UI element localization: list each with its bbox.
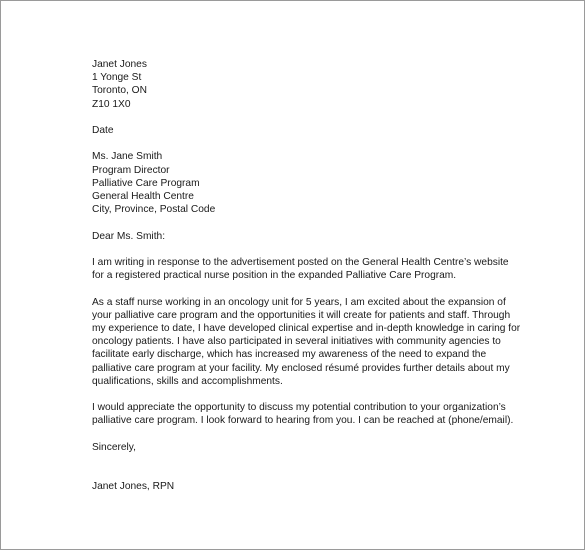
sender-name: Janet Jones xyxy=(92,59,147,70)
paragraph-line: palliative care program. I look forward to hearing from you. I can be reached at (phone/email). xyxy=(92,415,514,427)
recipient-program: Palliative Care Program xyxy=(92,177,200,189)
paragraph-line: I would appreciate the opportunity to discuss my potential contribution to your organization’s xyxy=(92,402,506,414)
signature: Janet Jones, RPN xyxy=(92,481,175,493)
paragraph-line: oncology patients. I have also participated in several initiatives with community agencies to xyxy=(92,336,501,348)
paragraph-line: facilitate early discharge, which has increased my awareness of the need to expand the xyxy=(92,349,487,361)
letter-date: Date xyxy=(92,125,114,136)
closing: Sincerely, xyxy=(92,441,136,453)
sender-postal: Z10 1X0 xyxy=(92,98,131,110)
paragraph-line: As a staff nurse working in an oncology unit for 5 years, I am excited about the expansion of xyxy=(92,296,506,308)
sender-street: 1 Yonge St xyxy=(92,72,142,84)
paragraph-1 xyxy=(92,256,532,282)
sender-city: Toronto, ON xyxy=(92,85,147,97)
recipient-organization: General Health Centre xyxy=(92,191,194,202)
paragraph-2 xyxy=(92,296,532,388)
cover-letter xyxy=(92,58,532,494)
paragraph-line: for a registered practical nurse position in the expanded Palliative Care Program. xyxy=(92,270,457,282)
paragraph-3 xyxy=(92,401,532,427)
salutation: Dear Ms. Smith: xyxy=(92,230,166,242)
recipient-title: Program Director xyxy=(92,164,170,176)
sender-address xyxy=(92,58,532,111)
recipient-address-line: City, Province, Postal Code xyxy=(92,204,216,216)
paragraph-line: qualifications, skills and accomplishments. xyxy=(92,375,283,387)
recipient-address xyxy=(92,150,532,216)
recipient-name: Ms. Jane Smith xyxy=(92,151,163,163)
paragraph-line: your palliative care program and the opportunities it will create for patients and staff. Through xyxy=(92,309,511,321)
paragraph-line: palliative care program at your facility. My enclosed résumé provides further details about my xyxy=(92,362,510,374)
paragraph-line: I am writing in response to the advertisement posted on the General Health Centre’s website xyxy=(92,256,509,268)
paragraph-line: my experience to date, I have developed clinical expertise and in-depth knowledge in caring for xyxy=(92,322,521,334)
